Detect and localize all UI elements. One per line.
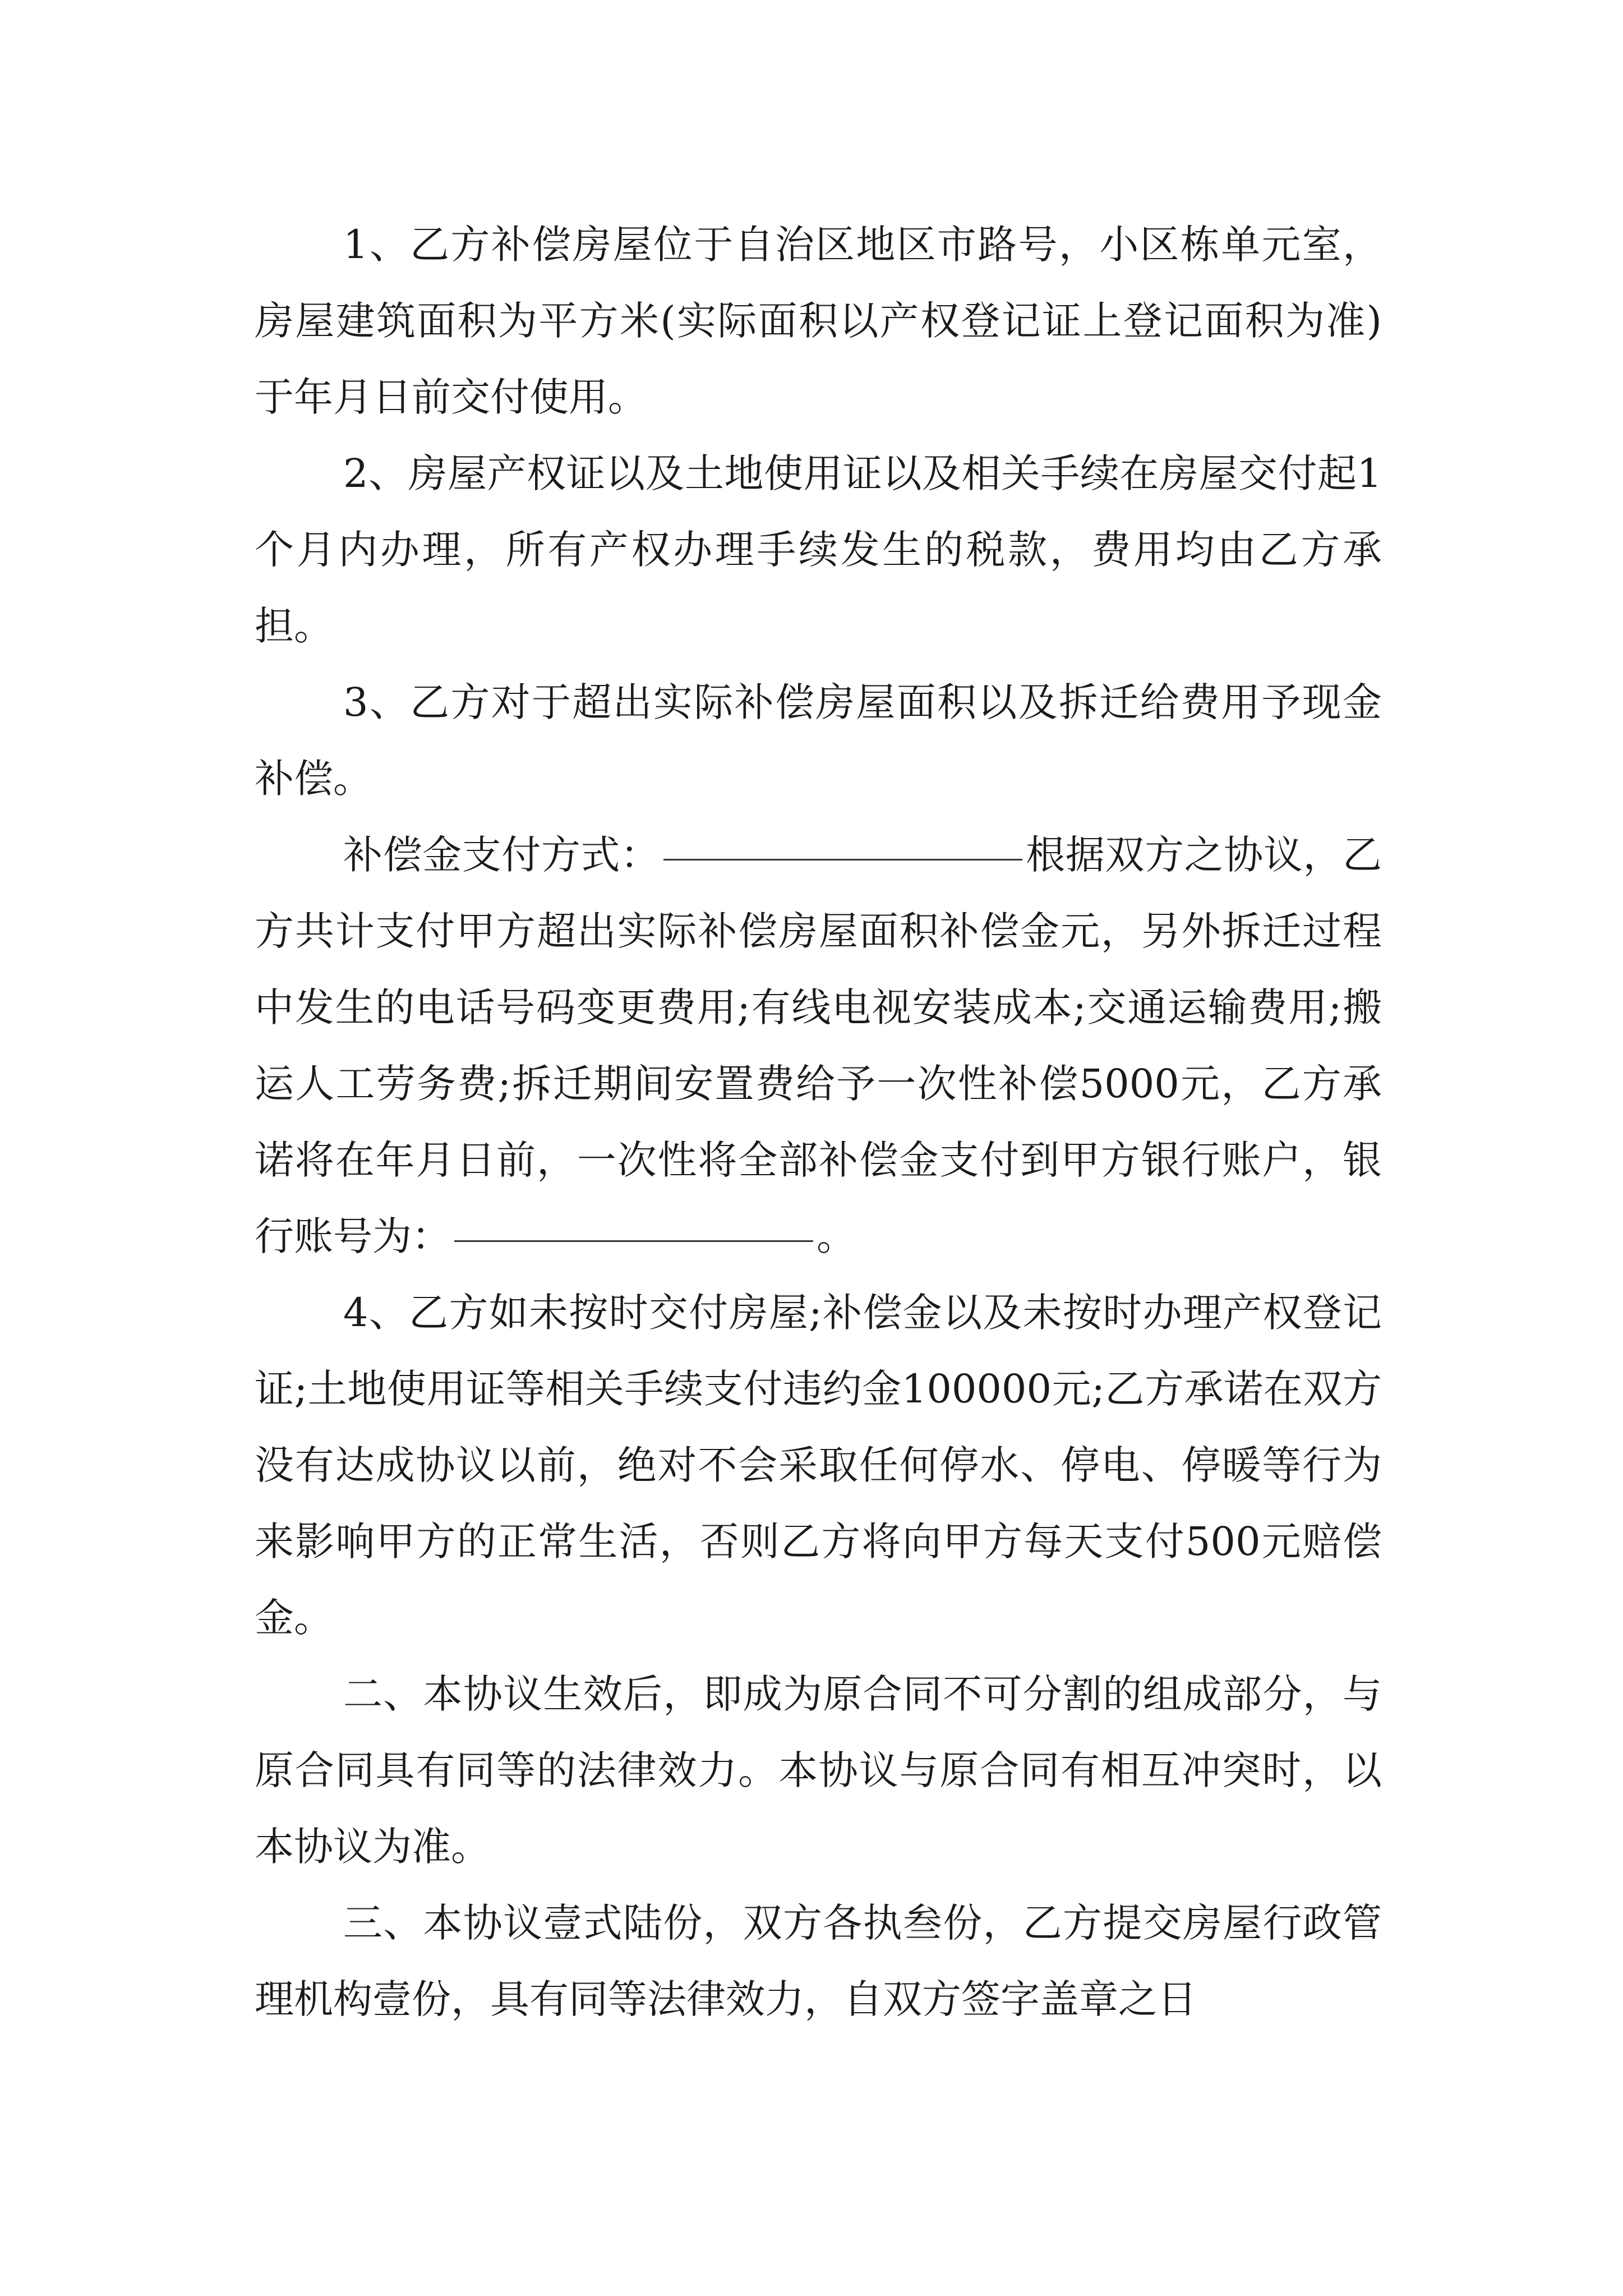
clause-2-paragraph: 2、房屋产权证以及土地使用证以及相关手续在房屋交付起1个月内办理，所有产权办理手续发生的税款，费用均由乙方承担。 [255,450,1382,649]
payment-method-end: 。 [817,1213,856,1259]
article-2-paragraph: 二、本协议生效后，即成为原合同不可分割的组成部分，与原合同具有同等的法律效力。本协议与原合同有相互冲突时，以本协议为准。 [255,1671,1382,1870]
payment-method-text: 根据双方之协议，乙方共计支付甲方超出实际补偿房屋面积补偿金元，另外拆迁过程中发生的电话号码变更费用;有线电视安装成本;交通运输费用;搬运人工劳务费;拆迁期间安置费给予一次性补偿5000元，乙方承诺将在年月日前，一次性将全部补偿金支付到甲方银行账户，银行账号为： [255,832,1382,1259]
document-body [255,206,1382,2037]
clause-3-paragraph: 3、乙方对于超出实际补偿房屋面积以及拆迁给费用予现金补偿。 [255,679,1382,802]
payment-method-paragraph [255,817,1382,1274]
clause-1-paragraph: 1、乙方补偿房屋位于自治区地区市路号，小区栋单元室，房屋建筑面积为平方米(实际面积以产权登记证上登记面积为准)于年月日前交付使用。 [255,222,1382,420]
payment-method-label: 补偿金支付方式： [343,832,660,878]
clause-4-paragraph: 4、乙方如未按时交付房屋;补偿金以及未按时办理产权登记证;土地使用证等相关手续支付违约金100000元;乙方承诺在双方没有达成协议以前，绝对不会采取任何停水、停电、停暖等行为来影响甲方的正常生活，否则乙方将向甲方每天支付500元赔偿金。 [255,1290,1382,1641]
article-3-paragraph: 三、本协议壹式陆份，双方各执叁份，乙方提交房屋行政管理机构壹份，具有同等法律效力，自双方签字盖章之日 [255,1900,1382,2022]
bank-account-blank [454,1240,813,1242]
payment-method-blank [663,858,1022,861]
